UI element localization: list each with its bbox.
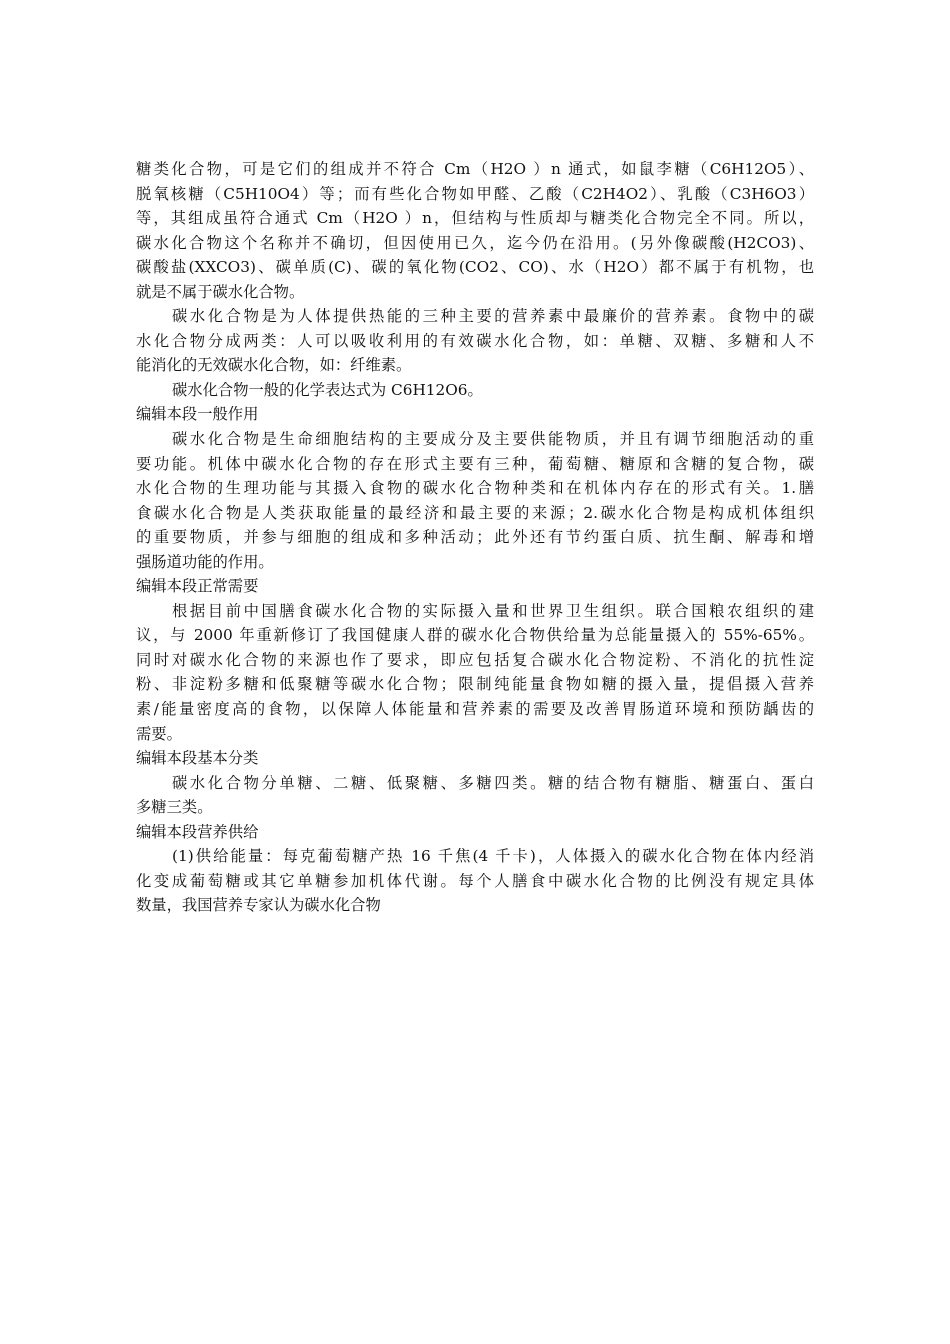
paragraph-general-function (136, 427, 814, 574)
text-line: 化变成葡萄糖或其它单糖参加机体代谢。每个人膳食中碳水化合物的比例没有规定具体 (136, 871, 814, 890)
section-heading-basic-classification: 编辑本段基本分类 (136, 749, 259, 768)
text-line: 水化合物分成两类：人可以吸收利用的有效碳水化合物，如：单糖、双糖、多糖和人不 (136, 331, 814, 350)
text-line: 强肠道功能的作用。 (136, 552, 274, 571)
text-line: 碳水化合物分单糖、二糖、低聚糖、多糖四类。糖的结合物有糖脂、糖蛋白、蛋白 (172, 773, 814, 792)
text-line: 脱氧核糖（C5H10O4）等；而有些化合物如甲醛、乙酸（C2H4O2）、乳酸（C3H6O3） (136, 184, 814, 203)
paragraph-chemical-formula (136, 378, 814, 403)
paragraph-nutrition-supply (136, 844, 814, 918)
text-line: 需要。 (136, 724, 182, 743)
text-line: 碳水化合物是生命细胞结构的主要成分及主要供能物质，并且有调节细胞活动的重 (172, 430, 814, 449)
text-line: 碳水化合物是为人体提供热能的三种主要的营养素中最廉价的营养素。食物中的碳 (172, 307, 814, 326)
section-heading-nutrition-supply: 编辑本段营养供给 (136, 822, 259, 841)
section-heading-normal-needs: 编辑本段正常需要 (136, 577, 259, 596)
text-line: 数量，我国营养专家认为碳水化合物 (136, 896, 381, 915)
text-line: 粉、非淀粉多糖和低聚糖等碳水化合物；限制纯能量食物如糖的摄入量，提倡摄入营养 (136, 675, 814, 694)
text-line: 就是不属于碳水化合物。 (136, 282, 305, 301)
text-line: 能消化的无效碳水化合物，如：纤维素。 (136, 356, 412, 375)
text-line: 碳水化合物一般的化学表达式为 C6H12O6。 (172, 380, 483, 399)
paragraph-energy-source (136, 304, 814, 378)
text-line: 多糖三类。 (136, 798, 213, 817)
document-page (136, 157, 814, 918)
text-line: 等，其组成虽符合通式 Cm（H2O ）n，但结构与性质却与糖类化合物完全不同。所以， (136, 209, 814, 228)
paragraph-normal-needs (136, 599, 814, 746)
text-line: 素/能量密度高的食物，以保障人体能量和营养素的需要及改善胃肠道环境和预防龋齿的 (136, 700, 814, 719)
text-line: (1)供给能量：每克葡萄糖产热 16 千焦(4 千卡)，人体摄入的碳水化合物在体内经消 (172, 847, 814, 866)
text-line: 食碳水化合物是人类获取能量的最经济和最主要的来源；2.碳水化合物是构成机体组织 (136, 503, 814, 522)
text-line: 同时对碳水化合物的来源也作了要求，即应包括复合碳水化合物淀粉、不消化的抗性淀 (136, 650, 814, 669)
section-heading-general-function: 编辑本段一般作用 (136, 405, 259, 424)
text-line: 碳水化合物这个名称并不确切，但因使用已久，迄今仍在沿用。(另外像碳酸(H2CO3)、 (136, 233, 814, 252)
paragraph-carbohydrate-definition (136, 157, 814, 304)
text-line: 议，与 2000 年重新修订了我国健康人群的碳水化合物供给量为总能量摄入的 55%-65%。 (136, 626, 814, 645)
text-line: 根据目前中国膳食碳水化合物的实际摄入量和世界卫生组织。联合国粮农组织的建 (172, 601, 814, 620)
text-line: 水化合物的生理功能与其摄入食物的碳水化合物种类和在机体内存在的形式有关。1.膳 (136, 479, 814, 498)
text-line: 糖类化合物，可是它们的组成并不符合 Cm（H2O ）n 通式，如鼠李糖（C6H12O5）、 (136, 160, 814, 178)
text-line: 碳酸盐(XXCO3)、碳单质(C)、碳的氧化物(CO2、CO)、水（H2O）都不属于有机物，也 (136, 258, 814, 277)
text-line: 要功能。机体中碳水化合物的存在形式主要有三种，葡萄糖、糖原和含糖的复合物，碳 (136, 454, 814, 473)
text-line: 的重要物质，并参与细胞的组成和多种活动；此外还有节约蛋白质、抗生酮、解毒和增 (136, 528, 814, 547)
paragraph-basic-classification (136, 771, 814, 820)
